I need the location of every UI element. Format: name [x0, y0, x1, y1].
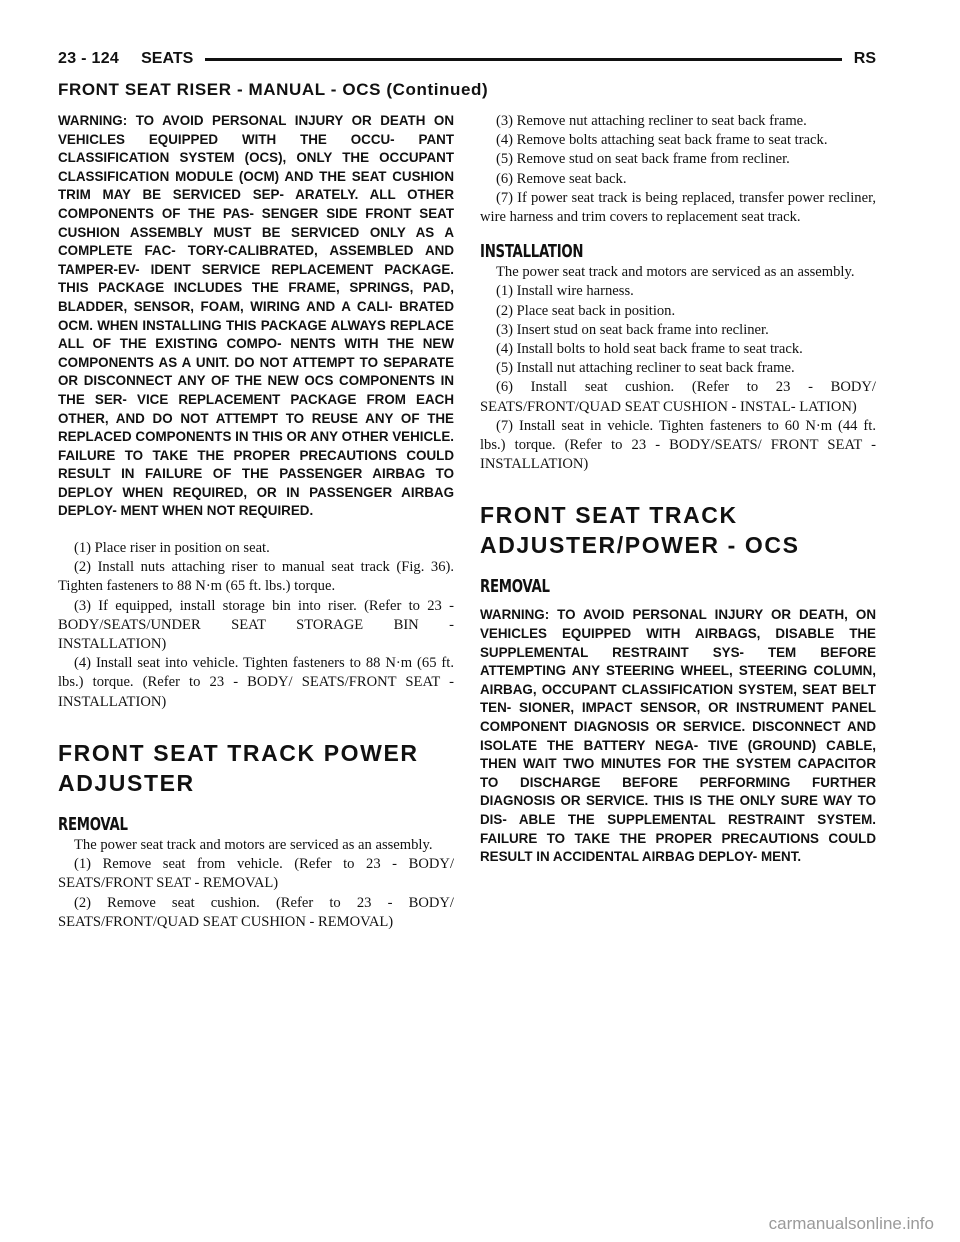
- installation-step-4: (4) Install bolts to hold seat back frame to seat track.: [496, 341, 803, 358]
- installation-step-3: (3) Insert stud on seat back frame into recliner.: [496, 321, 769, 338]
- riser-step-3: (3) If equipped, install storage bin into riser. (Refer to 23 - BODY/SEATS/UNDER SEAT STORAGE BIN - INSTALLATION): [58, 597, 454, 653]
- riser-step-1: (1) Place riser in position on seat.: [74, 540, 270, 557]
- removal-step-2: (2) Remove seat cushion. (Refer to 23 - BODY/ SEATS/FRONT/QUAD SEAT CUSHION - REMOVAL): [58, 894, 454, 930]
- installation-step-7: (7) Install seat in vehicle. Tighten fasteners to 60 N·m (44 ft. lbs.) torque. (Refer to 23 - BODY/SEATS/ FRONT SEAT - INSTALLATION): [480, 417, 876, 473]
- ocs-removal-heading: REMOVAL: [480, 576, 550, 598]
- section-title-power-adjuster: [58, 738, 454, 798]
- page-header: [58, 46, 876, 72]
- ocs-title-line-2: ADJUSTER/POWER - OCS: [480, 532, 800, 559]
- section-title-line-2: ADJUSTER: [58, 769, 195, 796]
- watermark: carmanualsonline.info: [768, 1214, 934, 1233]
- removal-step-3: (3) Remove nut attaching recliner to seat back frame.: [496, 113, 807, 129]
- model-code: RS: [853, 50, 876, 67]
- installation-step-1: (1) Install wire harness.: [496, 283, 634, 300]
- riser-step-4: (4) Install seat into vehicle. Tighten fasteners to 88 N·m (65 ft. lbs.) torque. (Refer to 23 - BODY/ SEATS/FRONT SEAT - INSTALLATION): [58, 655, 454, 710]
- left-column: [58, 112, 454, 932]
- right-column: [480, 112, 876, 867]
- continued-title: FRONT SEAT RISER - MANUAL - OCS (Continued): [58, 80, 489, 99]
- header-rule: [205, 58, 841, 61]
- page-number: 23 - 124: [58, 50, 120, 67]
- ocs-warning: WARNING: TO AVOID PERSONAL INJURY OR DEATH ON VEHICLES EQUIPPED WITH THE OCCU- PANT CLASSIFICATION SYSTEM (OCS), ONLY THE OCCUPANT CLASSIFICATION MODULE (OCM) AND THE SEAT CUSHION TRIM MAY BE SERVICED SEP- ARATELY. ALL OTHER COMPONENTS OF THE PAS- SENGER SIDE FRONT SEAT CUSHION ASSEMBLY MUST BE SERVICED ONLY AS A COMPLETE FAC- TORY-CALIBRATED, ASSEMBLED AND TAMPER-EV- IDENT SERVICE REPLACEMENT PACKAGE. THIS PACKAGE INCLUDES THE FRAME, SPRINGS, PAD, BLADDER, SENSOR, FOAM, WIRING AND A CALI- BRATED OCM. WHEN INSTALLING THIS PACKAGE ALWAYS REPLACE ALL OF THE EXISTING COMPO- NENTS WITH THE NEW COMPONENTS AS A UNIT. DO NOT ATTEMPT TO SEPARATE OR DISCONNECT ANY OF THE NEW OCS COMPONENTS IN THE SER- VICE REPLACEMENT PACKAGE FROM EACH OTHER, AND DO NOT ATTEMPT TO REUSE ANY OF THE REPLACED COMPONENTS IN THIS OR ANY OTHER VEHICLE. FAILURE TO TAKE THE PROPER PRECAUTIONS COULD RESULT IN FAILURE OF THE PASSENGER AIRBAG TO DEPLOY WHEN REQUIRED, OR IN PASSENGER AIRBAG DEPLOY- MENT WHEN NOT REQUIRED.: [58, 113, 454, 519]
- removal-step-7: (7) If power seat track is being replaced, transfer power recliner, wire harness and trim covers to replacement seat track.: [480, 189, 876, 226]
- removal-step-6: (6) Remove seat back.: [496, 170, 627, 187]
- installation-step-6: (6) Install seat cushion. (Refer to 23 - BODY/ SEATS/FRONT/QUAD SEAT CUSHION - INSTAL- LATION): [480, 379, 876, 415]
- section-name: SEATS: [141, 50, 194, 67]
- removal-step-5: (5) Remove stud on seat back frame from recliner.: [496, 151, 790, 168]
- installation-intro: The power seat track and motors are serviced as an assembly.: [496, 264, 855, 281]
- removal-heading: REMOVAL: [58, 813, 128, 835]
- removal-intro: The power seat track and motors are serviced as an assembly.: [74, 836, 433, 853]
- section-title-ocs: [480, 500, 876, 560]
- removal-step-1: (1) Remove seat from vehicle. (Refer to 23 - BODY/ SEATS/FRONT SEAT - REMOVAL): [58, 856, 454, 892]
- riser-step-2: (2) Install nuts attaching riser to manual seat track (Fig. 36). Tighten fasteners to 88 N·m (65 ft. lbs.) torque.: [58, 559, 454, 595]
- installation-step-2: (2) Place seat back in position.: [496, 302, 676, 319]
- srs-warning: WARNING: TO AVOID PERSONAL INJURY OR DEATH, ON VEHICLES EQUIPPED WITH AIRBAGS, DISABLE THE SUPPLEMENTAL RESTRAINT SYS- TEM BEFORE ATTEMPTING ANY STEERING WHEEL, STEERING COLUMN, AIRBAG, OCCUPANT CLASSIFICATION SYSTEM, SEAT BELT TEN- SIONER, IMPACT SENSOR, OR INSTRUMENT PANEL COMPONENT DIAGNOSIS OR SERVICE. DISCONNECT AND ISOLATE THE BATTERY NEGA- TIVE (GROUND) CABLE, THEN WAIT TWO MINUTES FOR THE SYSTEM CAPACITOR TO DISCHARGE BEFORE PERFORMING FURTHER DIAGNOSIS OR SERVICE. THIS IS THE ONLY SURE WAY TO DIS- ABLE THE SUPPLEMENTAL RESTRAINT SYSTEM. FAILURE TO TAKE THE PROPER PRECAUTIONS COULD RESULT IN ACCIDENTAL AIRBAG DEPLOY- MENT.: [480, 607, 876, 865]
- ocs-title-line-1: FRONT SEAT TRACK: [480, 502, 738, 529]
- installation-heading: INSTALLATION: [480, 241, 584, 263]
- installation-step-5: (5) Install nut attaching recliner to seat back frame.: [496, 360, 795, 377]
- section-title-line-1: FRONT SEAT TRACK POWER: [58, 739, 419, 766]
- removal-step-4: (4) Remove bolts attaching seat back frame to seat track.: [496, 132, 828, 149]
